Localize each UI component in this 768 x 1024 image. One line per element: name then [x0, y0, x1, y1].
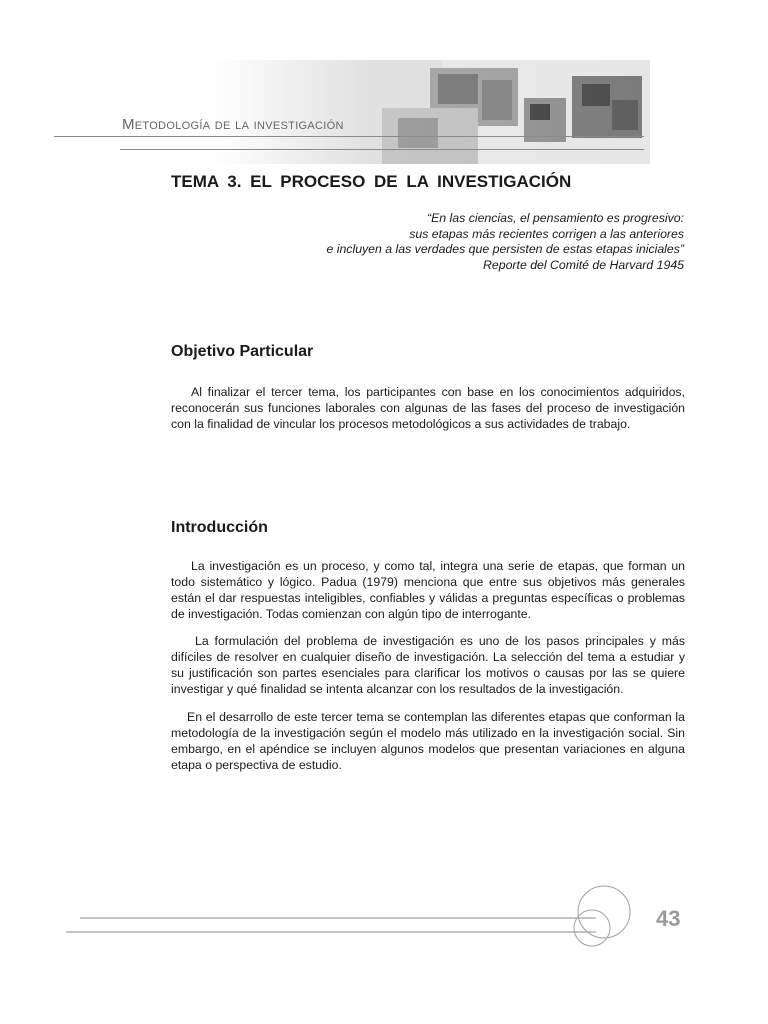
footer-ornament: [0, 878, 768, 948]
objetivo-heading: Objetivo Particular: [171, 343, 314, 360]
introduccion-heading: Introducción: [171, 519, 268, 536]
epigraph-line: sus etapas más recientes corrigen a las anteriores: [409, 226, 684, 241]
header-rule-top: [54, 136, 644, 137]
running-head: Metodología de la investigación: [122, 116, 344, 133]
epigraph: [264, 211, 684, 273]
page-number: 43: [656, 906, 681, 931]
intro-paragraph-2: La formulación del problema de investigación es uno de los pasos principales y más difíciles de resolver en cualquier diseño de investigación. La selección del tema a estudiar y su justificación son partes esenciales para clarificar los motivos o causas por las se quiere investigar y qué finalidad se intenta alcanzar con los resultados de la investigación.: [171, 634, 685, 696]
header-rule-bottom: [120, 149, 644, 150]
page-title: TEMA 3. EL PROCESO DE LA INVESTIGACIÓN: [171, 172, 572, 191]
epigraph-attribution: Reporte del Comité de Harvard 1945: [483, 257, 684, 272]
epigraph-line: e incluyen a las verdades que persisten de estas etapas iniciales”: [326, 242, 684, 256]
intro-paragraph-1: La investigación es un proceso, y como tal, integra una serie de etapas, que forman un todo sistemático y lógico. Padua (1979) menciona que entre sus objetivos más generales están el dar respuestas inteligibles, confiables y válidas a preguntas específicas o problemas de investigación. Todas comienzan con algún tipo de interrogante.: [171, 559, 685, 621]
objetivo-paragraph: Al finalizar el tercer tema, los participantes con base en los conocimientos adquiridos, reconocerán sus funciones laborales con algunas de las fases del proceso de investigación con la finalidad de vincular los procesos metodológicos a sus actividades de trabajo.: [171, 385, 685, 431]
epigraph-line: “En las ciencias, el pensamiento es progresivo:: [427, 211, 684, 225]
intro-paragraph-3: En el desarrollo de este tercer tema se contemplan las diferentes etapas que conforman la metodología de la investigación según el modelo más utilizado en la investigación social. Sin embargo, en el apéndice se incluyen algunos modelos que presentan variaciones en alguna etapa o perspectiva de estudio.: [171, 710, 685, 772]
